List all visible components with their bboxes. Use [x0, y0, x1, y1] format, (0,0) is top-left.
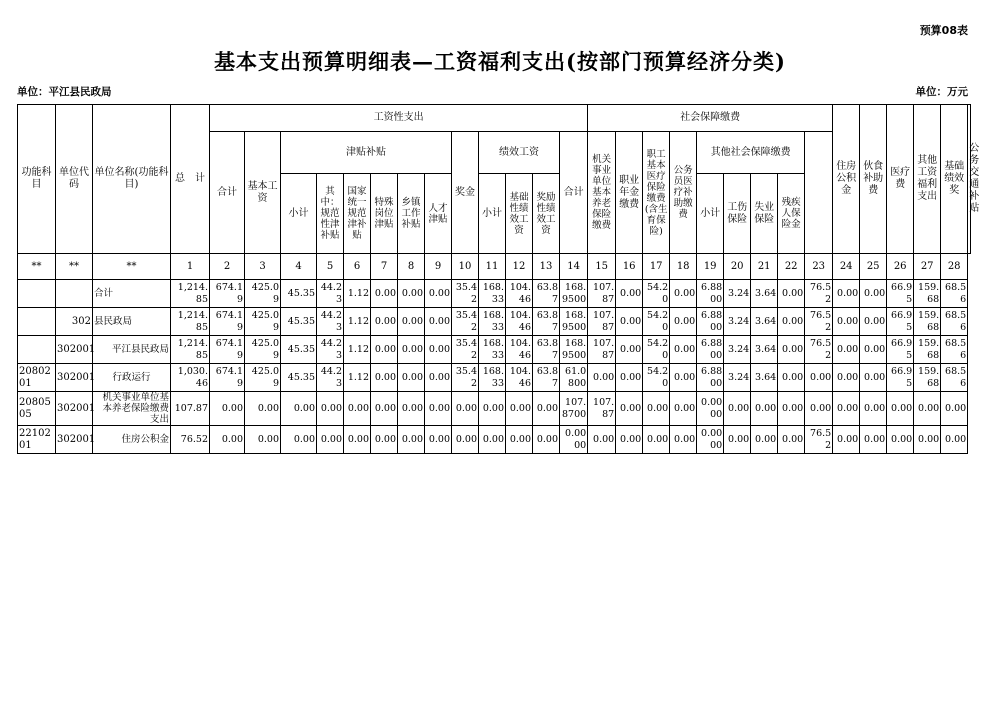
value-cell: 35.42	[452, 280, 479, 308]
value-cell: 425.09	[245, 336, 281, 364]
column-index-cell: 2	[210, 254, 245, 280]
value-cell: 54.20	[643, 280, 670, 308]
header-disabled: 残疾人保险金	[778, 174, 805, 254]
value-cell: 168.33	[479, 280, 506, 308]
value-cell: 0.00	[860, 280, 887, 308]
header-other-social-group: 其他社会保障缴费	[697, 132, 805, 174]
value-cell: 0.00	[833, 364, 860, 392]
value-cell: 44.23	[317, 364, 344, 392]
value-cell: 104.46	[506, 364, 533, 392]
column-index-row	[18, 254, 971, 280]
header-basic-wage: 基本工资	[245, 132, 281, 254]
header-medical-fee: 医疗费	[887, 105, 914, 254]
value-cell: 0.00	[616, 426, 643, 454]
header-allowance-group: 津贴补贴	[281, 132, 452, 174]
header-injury: 工伤保险	[724, 174, 751, 254]
value-cell: 1.12	[344, 308, 371, 336]
value-cell: 0.00	[452, 392, 479, 426]
column-index-cell: **	[18, 254, 56, 280]
column-index-cell: 24	[833, 254, 860, 280]
func-code-cell	[18, 280, 56, 308]
header-medical: 职工基本医疗保险缴费(含生育保险)	[643, 132, 670, 254]
value-cell: 0.00	[479, 392, 506, 426]
column-index-cell: 1	[171, 254, 210, 280]
value-cell: 0.00	[210, 392, 245, 426]
value-cell: 0.00	[778, 308, 805, 336]
value-cell: 3.64	[751, 336, 778, 364]
value-cell: 0.00	[371, 280, 398, 308]
value-cell: 0.00	[805, 364, 833, 392]
value-cell: 0.00	[914, 392, 941, 426]
value-cell: 0.0000	[697, 426, 724, 454]
value-cell: 6.8800	[697, 280, 724, 308]
header-meal: 伙食补助费	[860, 105, 887, 254]
value-cell: 159.68	[914, 280, 941, 308]
unit-code-cell: 302001	[56, 392, 93, 426]
header-bonus: 奖金	[452, 132, 479, 254]
table-row	[18, 364, 971, 392]
value-cell: 61.0800	[560, 364, 588, 392]
value-cell: 6.8800	[697, 364, 724, 392]
header-func-code: 功能科目	[18, 105, 56, 254]
header-annuity: 职业年金缴费	[616, 132, 643, 254]
column-index-cell: 12	[506, 254, 533, 280]
value-cell: 63.87	[533, 308, 560, 336]
value-cell: 0.00	[281, 426, 317, 454]
value-cell: 0.00	[210, 426, 245, 454]
value-cell: 168.33	[479, 336, 506, 364]
value-cell: 68.56	[941, 308, 968, 336]
value-cell: 0.00	[479, 426, 506, 454]
value-cell: 674.19	[210, 364, 245, 392]
value-cell: 0.00	[833, 426, 860, 454]
unit-name-cell: 行政运行	[93, 364, 171, 392]
column-index-cell: **	[93, 254, 171, 280]
value-cell: 0.00	[425, 364, 452, 392]
value-cell: 0.00	[398, 392, 425, 426]
header-social-total: 合计	[560, 132, 588, 254]
value-cell: 1.12	[344, 280, 371, 308]
column-index-cell: 20	[724, 254, 751, 280]
column-index-cell: 10	[452, 254, 479, 280]
unit-code-cell: 302001	[56, 364, 93, 392]
unit-name-cell: 县民政局	[93, 308, 171, 336]
value-cell: 3.64	[751, 308, 778, 336]
column-index-cell: 15	[588, 254, 616, 280]
unit-code-cell	[56, 280, 93, 308]
value-cell: 66.95	[887, 280, 914, 308]
value-cell: 168.33	[479, 364, 506, 392]
value-cell: 0.00	[670, 336, 697, 364]
value-cell: 66.95	[887, 336, 914, 364]
value-cell: 1.12	[344, 336, 371, 364]
value-cell: 0.00	[751, 426, 778, 454]
value-cell: 0.00	[245, 426, 281, 454]
value-cell: 107.87	[171, 392, 210, 426]
column-index-cell: 25	[860, 254, 887, 280]
value-cell: 0.00	[860, 308, 887, 336]
header-allow-national: 国家统一规范津补贴	[344, 174, 371, 254]
header-other-welfare: 其他工资福利支出	[914, 105, 941, 254]
value-cell: 1,214.85	[171, 336, 210, 364]
header-allow-norm: 其中：规范性津补贴	[317, 174, 344, 254]
value-cell: 35.42	[452, 336, 479, 364]
value-cell: 6.8800	[697, 336, 724, 364]
value-cell: 0.00	[344, 426, 371, 454]
value-cell: 104.46	[506, 336, 533, 364]
value-cell: 425.09	[245, 364, 281, 392]
value-cell: 0.00	[643, 392, 670, 426]
header-total: 总 计	[171, 105, 210, 254]
value-cell: 0.00	[887, 392, 914, 426]
form-number: 预算08表	[919, 24, 968, 37]
value-cell: 0.00	[616, 364, 643, 392]
value-cell: 76.52	[805, 336, 833, 364]
value-cell: 0.00	[425, 336, 452, 364]
table-row	[18, 308, 971, 336]
value-cell: 0.00	[371, 392, 398, 426]
value-cell: 54.20	[643, 308, 670, 336]
page-title: 基本支出预算明细表—工资福利支出(按部门预算经济分类)	[214, 49, 786, 74]
value-cell: 159.68	[914, 308, 941, 336]
column-index-cell: 5	[317, 254, 344, 280]
column-index-cell: 3	[245, 254, 281, 280]
value-cell: 6.8800	[697, 308, 724, 336]
header-unit-code: 单位代码	[56, 105, 93, 254]
unit-name-cell: 机关事业单位基本养老保险缴费支出	[93, 392, 171, 426]
value-cell: 1,214.85	[171, 280, 210, 308]
value-cell: 674.19	[210, 280, 245, 308]
column-index-cell: **	[56, 254, 93, 280]
value-cell: 0.00	[778, 392, 805, 426]
table-row	[18, 426, 971, 454]
value-cell: 44.23	[317, 280, 344, 308]
column-index-cell: 19	[697, 254, 724, 280]
value-cell: 0.00	[344, 392, 371, 426]
header-wage-total: 合计	[210, 132, 245, 254]
value-cell: 168.33	[479, 308, 506, 336]
value-cell: 63.87	[533, 336, 560, 364]
budget-table	[17, 104, 980, 454]
value-cell: 0.00	[398, 426, 425, 454]
header-allow-talent: 人才津贴	[425, 174, 452, 254]
value-cell: 0.00	[670, 308, 697, 336]
header-basic-perf-reward: 基础绩效奖	[941, 105, 968, 254]
value-cell: 107.87	[588, 336, 616, 364]
value-cell: 168.9500	[560, 336, 588, 364]
value-cell: 45.35	[281, 364, 317, 392]
value-cell: 35.42	[452, 364, 479, 392]
unit-code-cell: 302001	[56, 336, 93, 364]
value-cell: 0.00	[778, 280, 805, 308]
header-allow-sub: 小计	[281, 174, 317, 254]
value-cell: 0.00	[860, 336, 887, 364]
value-cell: 107.87	[588, 280, 616, 308]
column-index-cell: 22	[778, 254, 805, 280]
value-cell: 0.00	[398, 336, 425, 364]
header-unit-name: 单位名称(功能科目)	[93, 105, 171, 254]
value-cell: 0.00	[588, 364, 616, 392]
value-cell: 0.00	[778, 426, 805, 454]
value-cell: 0.00	[452, 426, 479, 454]
value-cell: 3.24	[724, 336, 751, 364]
value-cell: 0.00	[616, 392, 643, 426]
unit-name-cell: 合计	[93, 280, 171, 308]
value-cell: 76.52	[171, 426, 210, 454]
value-cell: 1,030.46	[171, 364, 210, 392]
value-cell: 0.00	[941, 426, 968, 454]
value-cell: 0.00	[398, 308, 425, 336]
column-index-cell: 8	[398, 254, 425, 280]
header-other-sub: 小计	[697, 174, 724, 254]
column-index-cell: 27	[914, 254, 941, 280]
value-cell: 0.00	[616, 308, 643, 336]
value-cell: 674.19	[210, 308, 245, 336]
value-cell: 45.35	[281, 308, 317, 336]
value-cell: 45.35	[281, 336, 317, 364]
value-cell: 0.00	[371, 426, 398, 454]
func-code-cell: 2210201	[18, 426, 56, 454]
unit-code-cell: 302001	[56, 426, 93, 454]
value-cell: 0.00	[833, 336, 860, 364]
column-index-cell: 14	[560, 254, 588, 280]
value-cell: 0.00	[724, 426, 751, 454]
column-index-cell: 23	[805, 254, 833, 280]
value-cell: 35.42	[452, 308, 479, 336]
value-cell: 0.00	[425, 308, 452, 336]
value-cell: 44.23	[317, 308, 344, 336]
value-cell: 107.87	[588, 308, 616, 336]
value-cell: 107.87	[588, 392, 616, 426]
value-cell: 63.87	[533, 364, 560, 392]
value-cell: 0.00	[860, 364, 887, 392]
unit-label: 单位：平江县民政局	[17, 86, 112, 98]
header-pension: 机关事业单位基本养老保险缴费	[588, 132, 616, 254]
value-cell: 0.00	[616, 336, 643, 364]
value-cell: 674.19	[210, 336, 245, 364]
value-cell: 0.00	[371, 336, 398, 364]
value-cell: 0.0000	[697, 392, 724, 426]
value-cell: 3.24	[724, 280, 751, 308]
value-cell: 0.00	[833, 280, 860, 308]
column-index-cell: 9	[425, 254, 452, 280]
func-code-cell	[18, 336, 56, 364]
value-cell: 0.00	[778, 336, 805, 364]
value-cell: 63.87	[533, 280, 560, 308]
column-index-cell: 13	[533, 254, 560, 280]
func-code-cell	[18, 308, 56, 336]
value-cell: 159.68	[914, 364, 941, 392]
column-index-cell: 17	[643, 254, 670, 280]
value-cell: 0.00	[506, 426, 533, 454]
value-cell: 0.00	[398, 280, 425, 308]
column-index-cell: 26	[887, 254, 914, 280]
value-cell: 425.09	[245, 280, 281, 308]
value-cell: 3.24	[724, 308, 751, 336]
value-cell: 0.00	[805, 392, 833, 426]
value-cell: 0.00	[941, 392, 968, 426]
column-index-cell: 16	[616, 254, 643, 280]
value-cell: 0.00	[670, 426, 697, 454]
value-cell: 0.00	[778, 364, 805, 392]
value-cell: 104.46	[506, 308, 533, 336]
value-cell: 3.24	[724, 364, 751, 392]
value-cell: 0.00	[751, 392, 778, 426]
value-cell: 0.00	[317, 426, 344, 454]
value-cell: 0.00	[425, 426, 452, 454]
value-cell: 0.00	[887, 426, 914, 454]
value-cell: 3.64	[751, 280, 778, 308]
value-cell: 0.00	[506, 392, 533, 426]
value-cell: 0.00	[371, 364, 398, 392]
header-housing: 住房公积金	[833, 105, 860, 254]
value-cell: 54.20	[643, 364, 670, 392]
header-perf-basic: 基础性绩效工资	[506, 174, 533, 254]
column-index-cell: 11	[479, 254, 506, 280]
header-allow-special: 特殊岗位津贴	[371, 174, 398, 254]
value-cell: 0.00	[425, 280, 452, 308]
value-cell: 68.56	[941, 364, 968, 392]
value-cell: 425.09	[245, 308, 281, 336]
func-code-cell: 2080505	[18, 392, 56, 426]
unit-name-cell: 平江县民政局	[93, 336, 171, 364]
value-cell: 168.9500	[560, 280, 588, 308]
column-index-cell: 21	[751, 254, 778, 280]
header-unemployment: 失业保险	[751, 174, 778, 254]
value-cell: 54.20	[643, 336, 670, 364]
value-cell: 0.00	[425, 392, 452, 426]
value-cell: 66.95	[887, 308, 914, 336]
value-cell: 0.00	[670, 364, 697, 392]
value-cell: 45.35	[281, 280, 317, 308]
unit-name-cell: 住房公积金	[93, 426, 171, 454]
value-cell: 0.00	[724, 392, 751, 426]
value-cell: 76.52	[805, 426, 833, 454]
value-cell: 0.00	[371, 308, 398, 336]
header-civil-medical: 公务员医疗补助缴费	[670, 132, 697, 254]
value-cell: 0.00	[860, 426, 887, 454]
value-cell: 68.56	[941, 280, 968, 308]
currency-unit-label: 单位：万元	[915, 86, 968, 98]
value-cell: 44.23	[317, 336, 344, 364]
column-index-cell: 6	[344, 254, 371, 280]
value-cell: 0.00	[281, 392, 317, 426]
header-perf-group: 绩效工资	[479, 132, 560, 174]
column-index-cell: 18	[670, 254, 697, 280]
header-allow-township: 乡镇工作补贴	[398, 174, 425, 254]
value-cell: 66.95	[887, 364, 914, 392]
value-cell: 0.00	[914, 426, 941, 454]
value-cell: 107.8700	[560, 392, 588, 426]
value-cell: 1,214.85	[171, 308, 210, 336]
value-cell: 0.00	[670, 392, 697, 426]
unit-code-cell: 302	[56, 308, 93, 336]
table-row	[18, 392, 971, 426]
value-cell: 3.64	[751, 364, 778, 392]
table-row	[18, 336, 971, 364]
value-cell: 1.12	[344, 364, 371, 392]
value-cell: 104.46	[506, 280, 533, 308]
header-perf-sub: 小计	[479, 174, 506, 254]
value-cell: 0.00	[588, 426, 616, 454]
value-cell: 68.56	[941, 336, 968, 364]
value-cell: 0.00	[833, 392, 860, 426]
header-perf-reward: 奖励性绩效工资	[533, 174, 560, 254]
value-cell: 0.00	[398, 364, 425, 392]
func-code-cell: 2080201	[18, 364, 56, 392]
header-social-group: 社会保障缴费	[588, 105, 833, 132]
value-cell: 0.00	[860, 392, 887, 426]
header-wage-group: 工资性支出	[210, 105, 588, 132]
value-cell: 159.68	[914, 336, 941, 364]
value-cell: 76.52	[805, 280, 833, 308]
value-cell: 0.00	[533, 426, 560, 454]
value-cell: 0.00	[616, 280, 643, 308]
value-cell: 0.00	[245, 392, 281, 426]
value-cell: 0.0000	[560, 426, 588, 454]
column-index-cell: 28	[941, 254, 968, 280]
value-cell: 168.9500	[560, 308, 588, 336]
value-cell: 76.52	[805, 308, 833, 336]
header-transport: 公务交通补贴	[968, 105, 971, 254]
column-index-cell: 4	[281, 254, 317, 280]
value-cell: 0.00	[833, 308, 860, 336]
value-cell: 0.00	[643, 426, 670, 454]
table-row	[18, 280, 971, 308]
value-cell: 0.00	[670, 280, 697, 308]
column-index-cell: 7	[371, 254, 398, 280]
value-cell: 0.00	[533, 392, 560, 426]
value-cell: 0.00	[317, 392, 344, 426]
